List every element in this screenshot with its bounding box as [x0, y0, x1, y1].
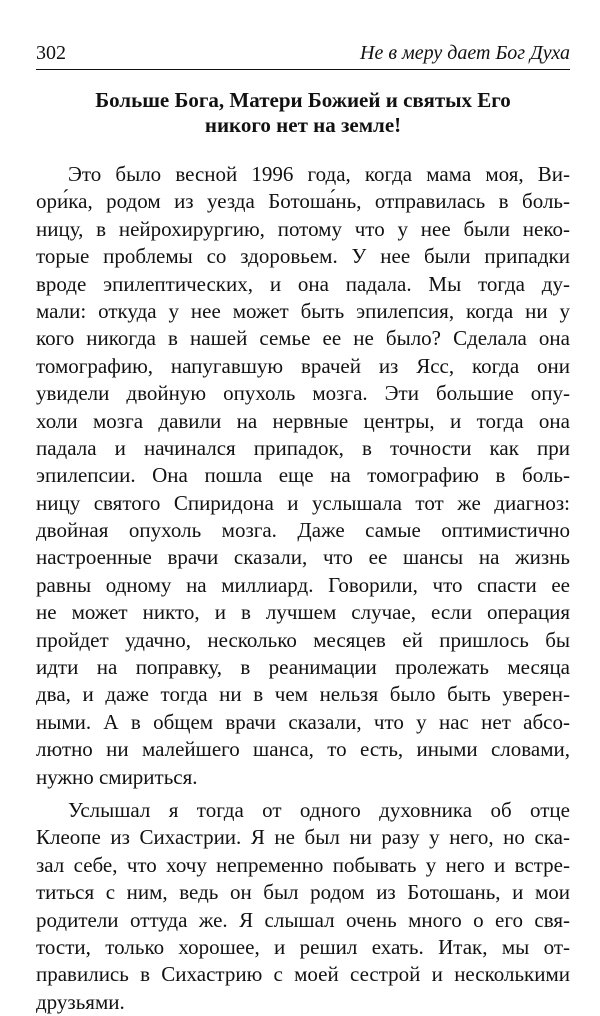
body-text [36, 161, 570, 1016]
header-rule [36, 69, 570, 70]
book-page [36, 40, 570, 1016]
text-line: кого никогда в нашей семье ее не было? Сделала она [36, 326, 570, 351]
text-line: Это было весной 1996 года, когда мама моя, Ви- [68, 162, 570, 186]
paragraph [36, 797, 570, 1016]
text-line: два, и даже тогда ни в чем нельзя было быть уверен- [36, 682, 570, 707]
text-line: томографию, напугавшую врачей из Ясс, когда они [36, 353, 570, 378]
text-line: ори́ка, родом из уезда Ботоша́нь, отправилась в боль- [36, 189, 570, 214]
text-line: эпилепсии. Она пошла еще на томографию в боль- [36, 463, 570, 488]
running-title: Не в меру дает Бог Духа [360, 42, 570, 64]
text-line: Клеопе из Сихастрии. Я не был ни разу у него, но ска- [36, 825, 570, 850]
text-line: настроенные врачи сказали, что ее шансы на жизнь [36, 545, 570, 570]
text-line: Услышал я тогда от одного духовника об отце [68, 797, 570, 822]
chapter-title [36, 88, 570, 138]
text-line: торые проблемы со здоровьем. У нее были припадки [36, 244, 570, 269]
text-line: ными. А в общем врачи сказали, что у нас нет абсо- [36, 709, 570, 734]
text-line: пройдет удачно, несколько месяцев ей пришлось бы [36, 627, 570, 652]
text-line: титься с ним, ведь он был родом из Ботошань, и мои [36, 880, 570, 905]
text-line: зал себе, что хочу непременно побывать у него и встре- [36, 852, 570, 877]
text-line: холи мозга давили на нервные центры, и тогда она [36, 408, 570, 433]
text-line: падала и начинался припадок, в точности как при [36, 435, 570, 460]
text-line: увидели двойную опухоль мозга. Эти большие опу- [36, 381, 570, 406]
text-line: ницу святого Спиридона и услышала тот же диагноз: [36, 490, 570, 515]
running-head [36, 40, 570, 68]
paragraph [36, 161, 570, 791]
text-line: равны одному на миллиард. Говорили, что спасти ее [36, 572, 570, 597]
text-line: правились в Сихастрию с моей сестрой и несколькими [36, 962, 570, 987]
chapter-title-line: Больше Бога, Матери Божией и святых Его [95, 88, 511, 112]
text-line: друзьями. [36, 989, 125, 1014]
text-line: мали: откуда у нее может быть эпилепсия, когда ни у [36, 298, 570, 323]
text-line: тости, только хорошее, и решил ехать. Итак, мы от- [36, 934, 570, 959]
text-line: нужно смириться. [36, 764, 198, 789]
text-line: не может никто, и в лучшем случае, если операция [36, 600, 570, 625]
chapter-title-line: никого нет на земле! [204, 113, 402, 137]
text-line: ницу, в нейрохирургию, потому что у нее были неко- [36, 216, 570, 241]
text-line: вроде эпилептических, и она падала. Мы тогда ду- [36, 271, 570, 296]
text-line: двойная опухоль мозга. Даже самые оптимистично [36, 518, 570, 543]
page-number: 302 [36, 42, 66, 64]
text-line: родители оттуда же. Я слышал очень много о его свя- [36, 907, 570, 932]
text-line: идти на поправку, в реанимации пролежать месяца [36, 655, 570, 680]
text-line: лютно ни малейшего шанса, то есть, иными словами, [36, 737, 570, 762]
